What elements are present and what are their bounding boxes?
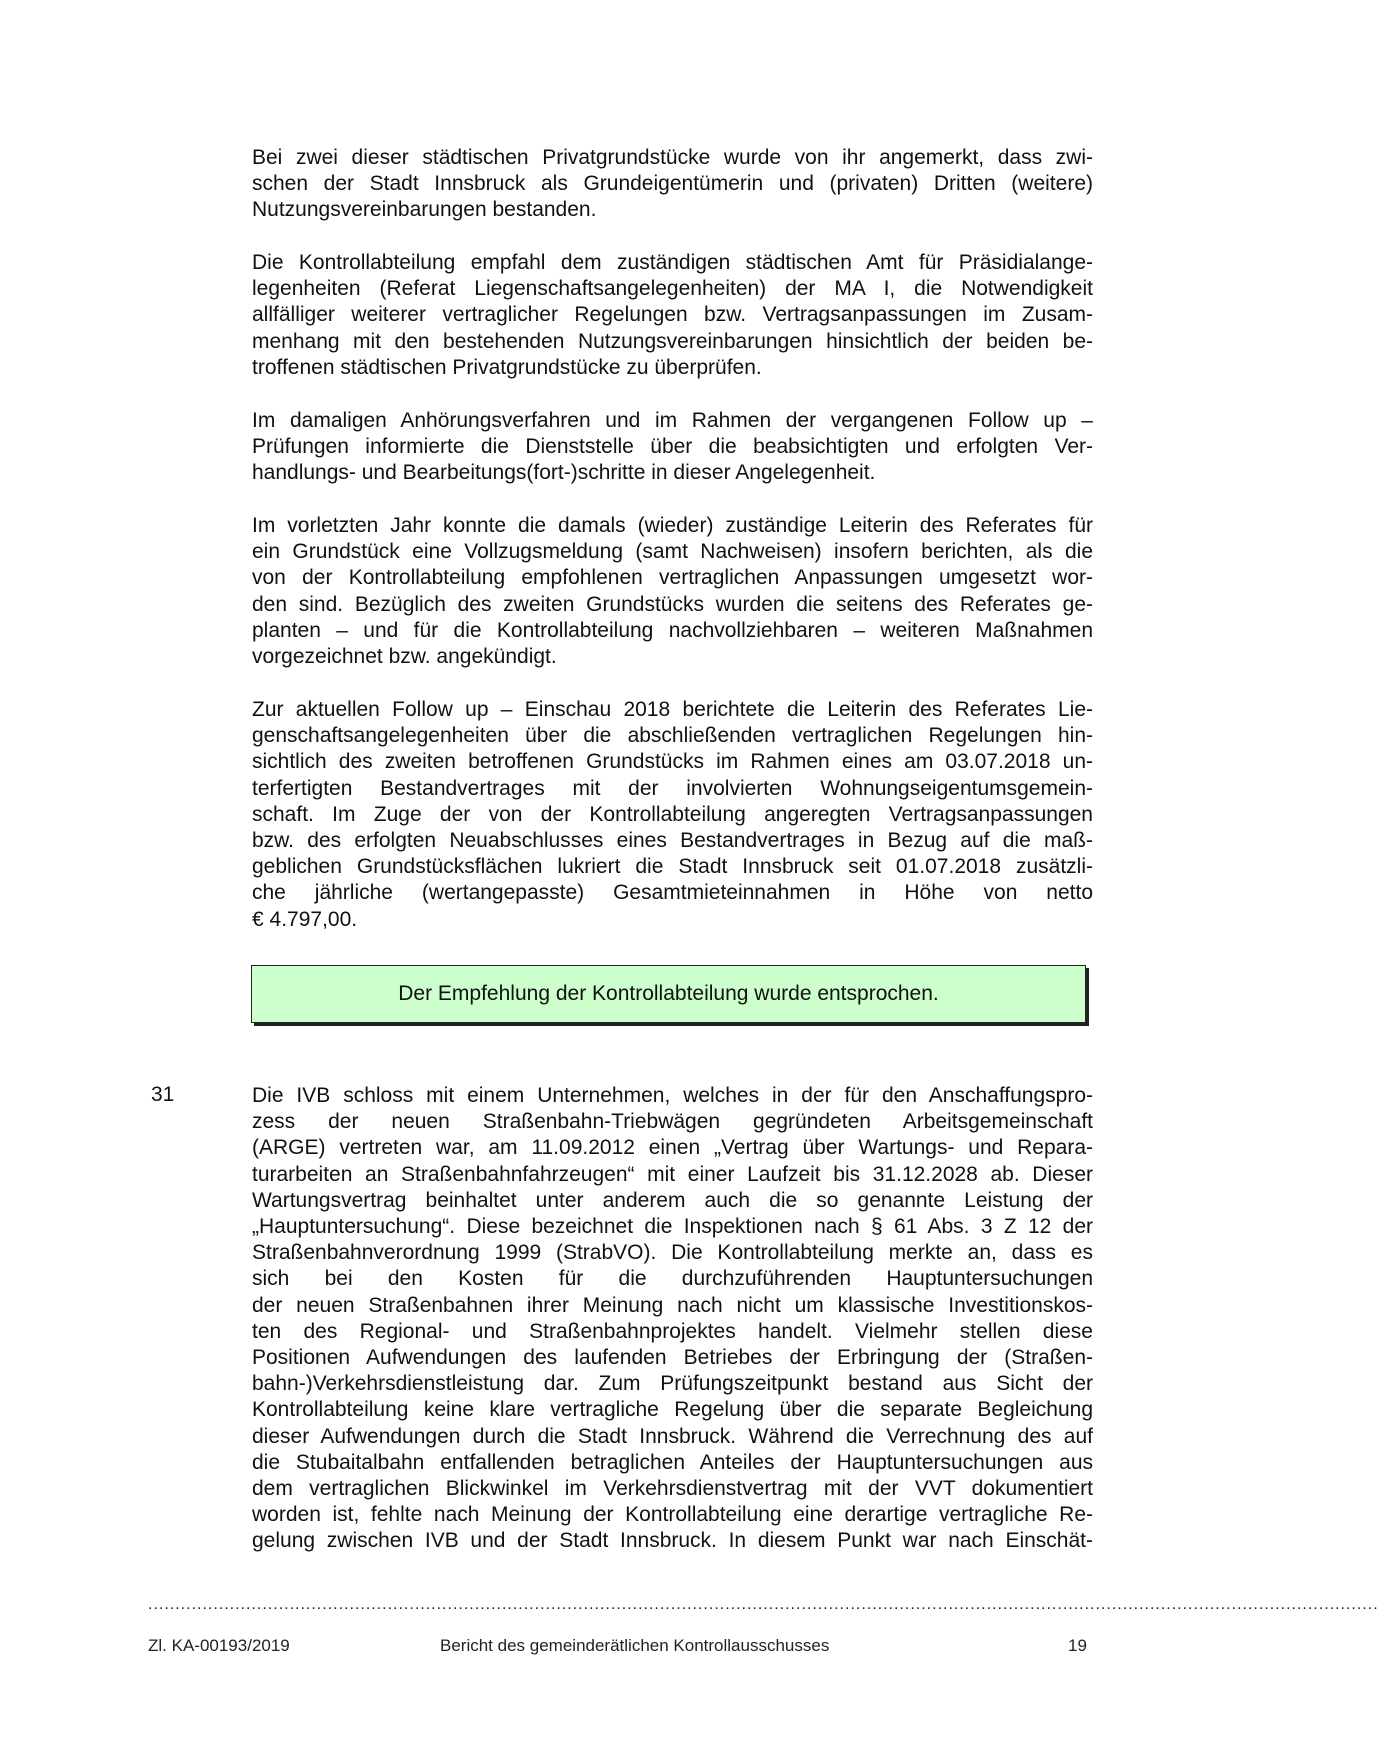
text-line: geblichen Grundstücksflächen lukriert die Stadt Innsbruck seit 01.07.2018 zusätzli- (252, 855, 1093, 879)
text-line: turarbeiten an Straßenbahnfahrzeugen“ mit einer Laufzeit bis 31.12.2028 ab. Dieser (252, 1162, 1093, 1186)
text-line: allfälliger weiterer vertraglicher Regelungen bzw. Vertragsanpassungen im Zusam- (252, 303, 1093, 327)
text-line: Positionen Aufwendungen des laufenden Betriebes der Erbringung der (Straßen- (252, 1346, 1093, 1370)
paragraph-2 (252, 250, 1093, 381)
text-line: legenheiten (Referat Liegenschaftsangelegenheiten) der MA I, die Notwendigkeit (252, 277, 1093, 301)
text-line: von der Kontrollabteilung empfohlenen vertraglichen Anpassungen umgesetzt wor- (252, 566, 1093, 590)
text-line: Die IVB schloss mit einem Unternehmen, welches in der für den Anschaffungspro- (252, 1084, 1093, 1107)
text-line: sich bei den Kosten für die durchzuführenden Hauptuntersuchungen (252, 1267, 1093, 1291)
footer-reference: Zl. KA-00193/2019 (148, 1636, 290, 1655)
page-number: 19 (1068, 1636, 1087, 1655)
text-line: bahn-)Verkehrsdienstleistung dar. Zum Prüfungszeitpunkt bestand aus Sicht der (252, 1372, 1093, 1396)
text-line: den sind. Bezüglich des zweiten Grundstücks wurden die seitens des Referates ge- (252, 592, 1093, 616)
text-line: Nutzungsvereinbarungen bestanden. (252, 198, 597, 222)
text-line: planten – und für die Kontrollabteilung nachvollziehbaren – weiteren Maßnahmen (252, 618, 1093, 642)
text-line: ten des Regional- und Straßenbahnprojektes handelt. Vielmehr stellen diese (252, 1319, 1093, 1343)
text-line: bzw. des erfolgten Neuabschlusses eines Bestandvertrages in Bezug auf die maß- (252, 829, 1093, 853)
text-line: worden ist, fehlte nach Meinung der Kontrollabteilung eine derartige vertragliche Re- (252, 1503, 1093, 1527)
text-line: Im damaligen Anhörungsverfahren und im Rahmen der vergangenen Follow up – (252, 409, 1093, 432)
text-line: Prüfungen informierte die Dienststelle über die beabsichtigten und erfolgten Ver- (252, 435, 1093, 459)
text-line: vorgezeichnet bzw. angekündigt. (252, 645, 557, 669)
text-line: der neuen Straßenbahnen ihrer Meinung nach nicht um klassische Investitionskos- (252, 1293, 1093, 1317)
text-line: schaft. Im Zuge der von der Kontrollabteilung angeregten Vertragsanpassungen (252, 802, 1093, 826)
text-line: Im vorletzten Jahr konnte die damals (wieder) zuständige Leiterin des Referates für (252, 514, 1093, 537)
paragraph-3 (252, 408, 1093, 487)
text-line: Bei zwei dieser städtischen Privatgrundstücke wurde von ihr angemerkt, dass zwi- (252, 146, 1093, 169)
text-line: terfertigten Bestandvertrages mit der involvierten Wohnungseigentumsgemein- (252, 776, 1093, 800)
text-line: ein Grundstück eine Vollzugsmeldung (samt Nachweisen) insofern berichten, als die (252, 540, 1093, 564)
text-line: (ARGE) vertreten war, am 11.09.2012 einen „Vertrag über Wartungs- und Repara- (252, 1136, 1093, 1160)
text-line: handlungs- und Bearbeitungs(fort-)schritte in dieser Angelegenheit. (252, 461, 876, 485)
text-line: die Stubaitalbahn entfallenden betraglichen Anteiles der Hauptuntersuchungen aus (252, 1450, 1093, 1474)
text-line: genschaftsangelegenheiten über die abschließenden vertraglichen Regelungen hin- (252, 724, 1093, 748)
recommendation-status-text: Der Empfehlung der Kontrollabteilung wurde entsprochen. (398, 982, 939, 1005)
text-line: „Hauptuntersuchung“. Diese bezeichnet die Inspektionen nach § 61 Abs. 3 Z 12 der (252, 1215, 1093, 1239)
text-line: sichtlich des zweiten betroffenen Grundstücks im Rahmen eines am 03.07.2018 un- (252, 750, 1093, 774)
text-line: dem vertraglichen Blickwinkel im Verkehrsdienstvertrag mit der VVT dokumentiert (252, 1477, 1093, 1501)
text-line: € 4.797,00. (252, 907, 358, 931)
text-line: menhang mit den bestehenden Nutzungsvereinbarungen hinsichtlich der beiden be- (252, 329, 1093, 353)
text-line: Zur aktuellen Follow up – Einschau 2018 berichtete die Leiterin des Referates Lie- (252, 698, 1093, 721)
text-line: Wartungsvertrag beinhaltet unter anderem auch die so genannte Leistung der (252, 1188, 1093, 1212)
text-line: troffenen städtischen Privatgrundstücke zu überprüfen. (252, 355, 762, 379)
paragraph-5 (252, 697, 1093, 933)
text-line: gelung zwischen IVB und der Stadt Innsbruck. In diesem Punkt war nach Einschät- (252, 1529, 1093, 1553)
text-line: Straßenbahnverordnung 1999 (StrabVO). Die Kontrollabteilung merkte an, dass es (252, 1241, 1093, 1265)
footer-title: Bericht des gemeinderätlichen Kontrollausschusses (440, 1636, 830, 1655)
text-line: Kontrollabteilung keine klare vertragliche Regelung über die separate Begleichung (252, 1398, 1093, 1422)
text-line: Die Kontrollabteilung empfahl dem zuständigen städtischen Amt für Präsidialange- (252, 251, 1093, 274)
recommendation-status-box (251, 965, 1086, 1023)
footer-dotted-rule: .................................................................................................................................................................................................................................. (148, 1596, 1379, 1613)
text-line: schen der Stadt Innsbruck als Grundeigentümerin und (privaten) Dritten (weitere) (252, 172, 1093, 196)
section-31-text (252, 1083, 1093, 1555)
text-line: zess der neuen Straßenbahn-Triebwägen gegründeten Arbeitsgemeinschaft (252, 1110, 1093, 1134)
section-number: 31 (151, 1083, 175, 1106)
paragraph-4 (252, 513, 1093, 670)
text-line: che jährliche (wertangepasste) Gesamtmieteinnahmen in Höhe von netto (252, 881, 1093, 905)
paragraph-1 (252, 145, 1093, 224)
text-line: dieser Aufwendungen durch die Stadt Innsbruck. Während die Verrechnung des auf (252, 1424, 1093, 1448)
